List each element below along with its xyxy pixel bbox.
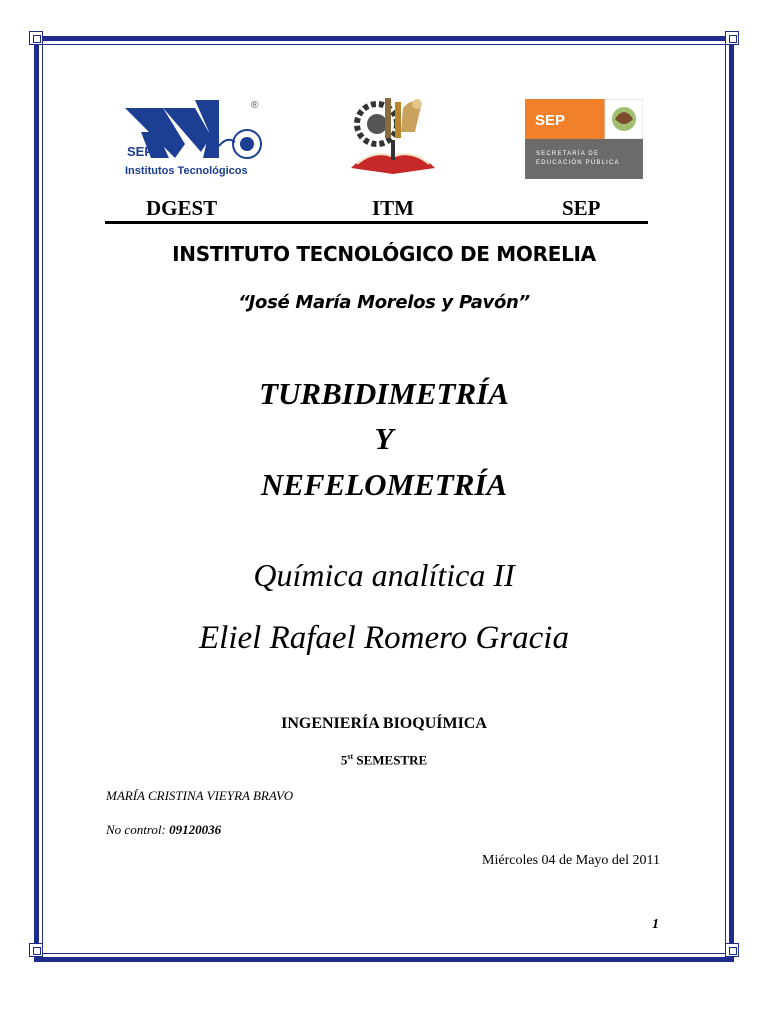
- teacher-name: MARÍA CRISTINA VIEYRA BRAVO: [106, 788, 294, 803]
- title-line-3: NEFELOMETRÍA: [260, 467, 508, 502]
- sep-ti-sep-text: SEP: [127, 144, 154, 159]
- registered-mark: ®: [251, 100, 259, 111]
- label-itm: ITM: [372, 196, 414, 220]
- control-value: 09120036: [169, 822, 222, 837]
- control-label: No control:: [106, 822, 170, 837]
- semester-suffix: st: [347, 752, 354, 761]
- corner-ornament-bottom-right: [725, 943, 739, 957]
- sep-logo-line2: EDUCACIÓN PÚBLICA: [536, 160, 620, 166]
- author-name: Eliel Rafael Romero Gracia: [199, 620, 569, 656]
- sep-logo-line1: SECRETARÍA DE: [536, 151, 600, 157]
- corner-ornament-top-left: [29, 31, 43, 45]
- semester-label: SEMESTRE: [353, 752, 428, 768]
- institution-motto: “José María Morelos y Pavón”: [238, 292, 530, 313]
- date: Miércoles 04 de Mayo del 2011: [482, 853, 660, 868]
- corner-ornament-top-right: [725, 31, 739, 45]
- page-number: 1: [652, 917, 659, 932]
- sep-logo-text: SEP: [535, 112, 566, 129]
- course-name: Química analítica II: [253, 557, 515, 593]
- title-line-2: Y: [374, 421, 394, 456]
- sep-ti-name-text: Institutos Tecnológicos: [125, 165, 248, 177]
- label-sep: SEP: [562, 196, 601, 220]
- header-rule: [105, 221, 648, 224]
- itm-logo: [347, 88, 439, 180]
- sep-institutos-tecnologicos-logo: [123, 96, 268, 180]
- sep-logo: [525, 99, 643, 179]
- institution-name: INSTITUTO TECNOLÓGICO DE MORELIA: [172, 242, 596, 266]
- control-number: [106, 822, 221, 838]
- semester-number: 5: [340, 752, 348, 768]
- semester: [0, 752, 768, 768]
- title-line-1: TURBIDIMETRÍA: [259, 376, 509, 411]
- label-dgest: DGEST: [146, 196, 218, 220]
- corner-ornament-bottom-left: [29, 943, 43, 957]
- career-name: INGENIERÍA BIOQUÍMICA: [281, 715, 487, 732]
